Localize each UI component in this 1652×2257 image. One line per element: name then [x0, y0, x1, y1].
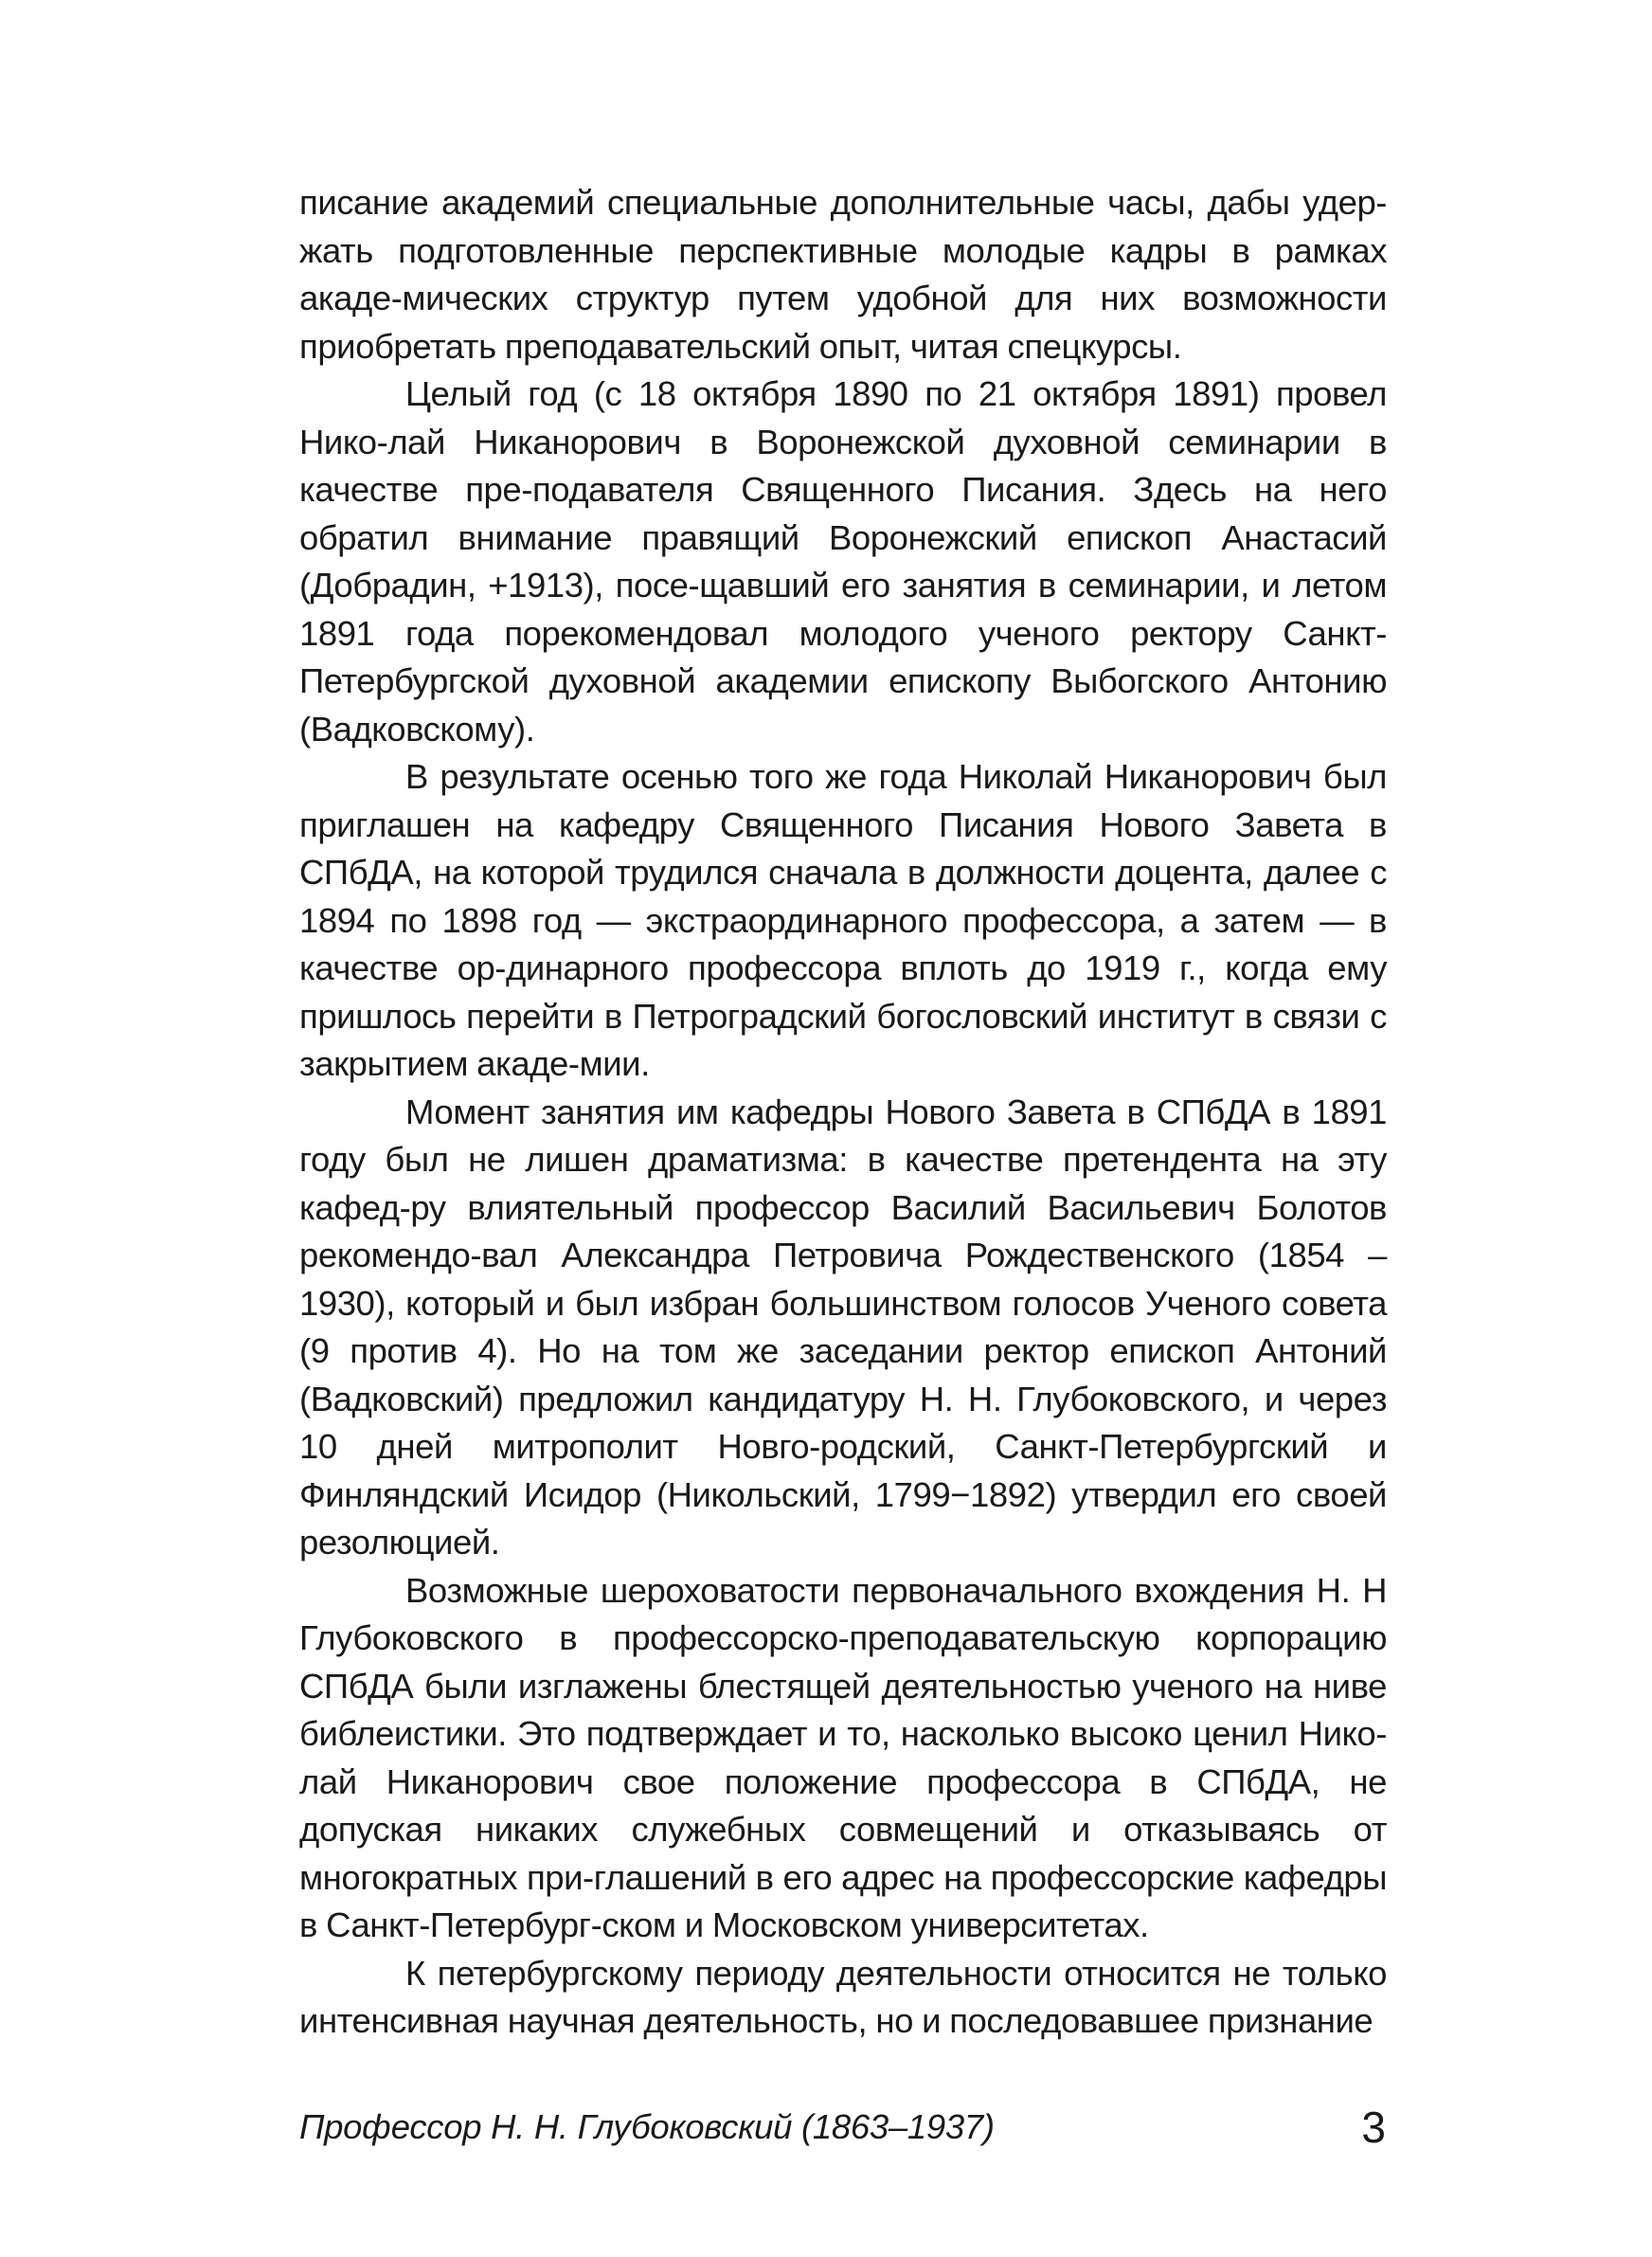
paragraph-4: Момент занятия им кафедры Нового Завета в СПбДА в 1891 году был не лишен драматизма: в качестве претендента на эту кафед-ру влиятельный профессор Василий Васильевич Болотов рекомендо-вал Александра Петровича Рождественского (1854 – 1930), который и был избран большинством голосов Ученого совета (9 против 4). Но на том же заседании ректор епископ Антоний (Вадковский) предложил кандидатуру Н. Н. Глубоковского, и через 10 дней митрополит Новго-родский, Санкт-Петербургский и Финляндский Исидор (Никольский, 1799−1892) утвердил его своей резолюцией.	[299, 1092, 1387, 1562]
page-number: 3	[1361, 2103, 1386, 2152]
paragraph-1: писание академий специальные дополнительные часы, дабы удер-жать подготовленные перспективные молодые кадры в рамках акаде-мических структур путем удобной для них возможности приобретать преподавательский опыт, читая спецкурсы.	[299, 183, 1387, 366]
running-footer-title: Профессор Н. Н. Глубоковский (1863–1937)	[299, 2107, 995, 2146]
body-text	[299, 179, 1387, 2046]
paragraph-2: Целый год (с 18 октября 1890 по 21 октября 1891) провел Нико-лай Никанорович в Воронежской духовной семинарии в качестве пре-подавателя Священного Писания. Здесь на него обратил внимание правящий Воронежский епископ Анастасий (Добрадин, +1913), посе-щавший его занятия в семинарии, и летом 1891 года порекомендовал молодого ученого ректору Санкт-Петербургской духовной академии епископу Выбогского Антонию (Вадковскому).	[299, 374, 1387, 749]
paragraph-5: Возможные шероховатости первоначального вхождения Н. Н Глубоковского в профессорско-преподавательскую корпорацию СПбДА были изглажены блестящей деятельностью ученого на ниве библеистики. Это подтверждает и то, насколько высоко ценил Нико-лай Никанорович свое положение профессора в СПбДА, не допуская никаких служебных совмещений и отказываясь от многократных при-глашений в его адрес на профессорские кафедры в Санкт-Петербург-ском и Московском университетах.	[299, 1570, 1387, 1944]
paragraph-3: В результате осенью того же года Николай Никанорович был приглашен на кафедру Священного Писания Нового Завета в СПбДА, на которой трудился сначала в должности доцента, далее с 1894 по 1898 год — экстраординарного профессора, а затем — в качестве ор-динарного профессора вплоть до 1919 г., когда ему пришлось перейти в Петроградский богословский институт в связи с закрытием акаде-мии.	[299, 757, 1387, 1083]
paragraph-6: К петербургскому периоду деятельности относится не только интенсивная научная деятельность, но и последовавшее признание	[299, 1953, 1387, 2040]
